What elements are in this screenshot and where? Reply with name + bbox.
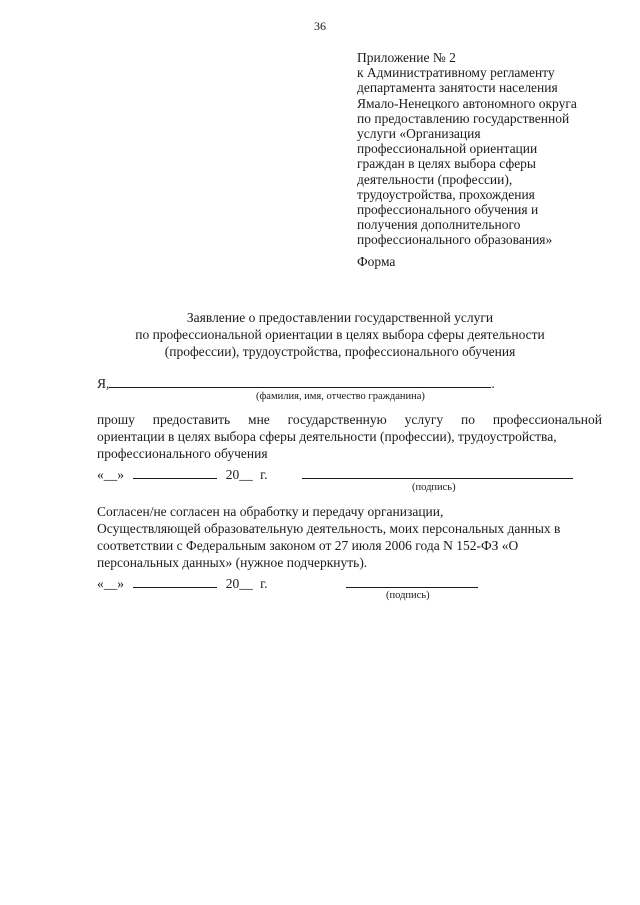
appendix-line: департамента занятости населения [357,80,558,96]
consent-paragraph [97,503,607,571]
month-field[interactable] [133,465,217,479]
request-line: прошу предоставить мне государственную услугу по профессиональной [97,412,602,427]
title-line: Заявление о предоставлении государственной услуги [186,310,494,325]
request-signature-caption: (подпись) [412,482,456,493]
day-field[interactable]: «__» [97,576,124,591]
applicant-name-caption: (фамилия, имя, отчество гражданина) [256,391,425,402]
appendix-header [357,50,627,248]
consent-line: Согласен/не согласен на обработку и передачу организации, [97,504,444,519]
appendix-line: Приложение № 2 [357,50,456,65]
consent-signature-field[interactable] [346,586,478,588]
form-label: Форма [357,254,396,269]
appendix-line: по предоставлению государственной [357,110,570,126]
consent-signature-caption: (подпись) [386,590,430,601]
title-line: по профессиональной ориентации в целях выбора сферы деятельности [135,327,545,342]
year-field[interactable]: 20__ [225,467,253,482]
page-number: 36 [314,19,326,33]
document-title [70,309,610,360]
appendix-line: к Административному регламенту [357,65,555,81]
title-line: (профессии), трудоустройства, профессионального обучения [164,344,516,359]
consent-line: персональных данных» (нужное подчеркнуть). [97,555,368,570]
year-field[interactable]: 20__ [225,576,253,591]
applicant-name-field[interactable] [109,374,491,388]
month-field[interactable] [133,574,217,588]
applicant-name-row [97,374,495,392]
year-suffix: г. [260,576,268,591]
request-paragraph [97,411,602,462]
consent-line: соответствии с Федеральным законом от 27 июля 2006 года N 152-ФЗ «О [97,538,519,553]
appendix-line: профессионального образования» [357,232,553,248]
request-line: профессионального обучения [97,446,268,461]
appendix-line: услуги «Организация [357,126,481,142]
day-field[interactable]: «__» [97,467,124,482]
appendix-line: Ямало-Ненецкого автономного округа [357,95,577,111]
appendix-line: граждан в целях выбора сферы [357,156,537,172]
appendix-line: трудоустройства, прохождения [357,186,535,202]
request-line: ориентации в целях выбора сферы деятельности (профессии), трудоустройства, [97,429,557,444]
applicant-suffix: . [491,376,495,391]
consent-line: Осуществляющей образовательную деятельность, моих персональных данных в [97,521,561,536]
request-signature-field[interactable] [302,477,573,479]
appendix-line: профессиональной ориентации [357,141,538,157]
request-date-row [97,465,268,483]
appendix-line: получения дополнительного [357,217,521,233]
applicant-prefix: Я, [97,376,110,391]
appendix-line: деятельности (профессии), [357,171,513,187]
year-suffix: г. [260,467,268,482]
appendix-line: профессионального обучения и [357,202,539,218]
consent-date-row [97,574,268,592]
